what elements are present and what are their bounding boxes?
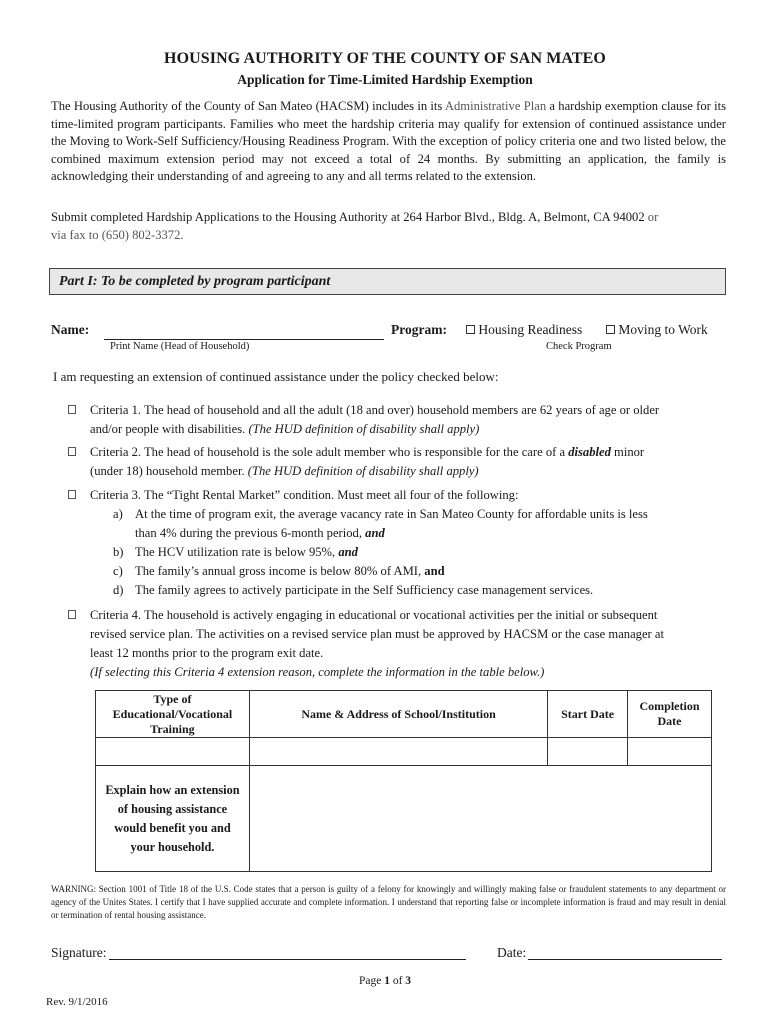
criteria-2: Criteria 2. The head of household is the sole adult member who is responsible for the care of a disabled minor (under 18) household member. (The HUD definition of disability shall apply) <box>0 443 770 483</box>
start-date-cell[interactable] <box>548 738 628 766</box>
training-table <box>95 690 712 872</box>
col-header-training-type: Type of Educational/Vocational Training <box>96 691 250 738</box>
criteria-3-checkbox[interactable] <box>68 490 76 499</box>
revision-date: Rev. 9/1/2016 <box>46 996 108 1008</box>
name-input-line[interactable] <box>104 323 384 340</box>
warning-text: WARNING: Section 1001 of Title 18 of the U.S. Code states that a person is guilty of a felony for knowingly and willingly making false or fraudulent statements to any department or agency of the Unites States. I certify that I have supplied accurate and complete information. I understand that reporting false or incomplete information is fraud and may result in denial or termination of rental housing assistance. <box>51 884 726 920</box>
submission-instructions: Submit completed Hardship Applications to the Housing Authority at 264 Harbor Blvd., Bldg. A, Belmont, CA 94002 or via fax to (650) 802-3372. <box>51 210 659 242</box>
col-header-completion-date: Completion Date <box>628 691 712 738</box>
criteria-4: Criteria 4. The household is actively engaging in educational or vocational activities per the initial or subsequent revised service plan. The activities on a revised service plan must be approved by HACSM or the case manager at least 12 months prior to the program exit date. (If selecting this Criteria 4 extension reason, complete the information in the table below.) <box>0 606 770 686</box>
explanation-label: Explain how an extension of housing assistance would benefit you and your household. <box>96 766 250 872</box>
signature-line[interactable] <box>109 945 466 960</box>
housing-readiness-checkbox[interactable] <box>466 325 475 334</box>
date-label: Date: <box>497 945 527 960</box>
criteria-3-item-b: b) The HCV utilization rate is below 95%, and <box>113 545 358 559</box>
moving-to-work-checkbox[interactable] <box>606 325 615 334</box>
table-row <box>96 738 712 766</box>
page-number: Page 1 of 3 <box>358 975 412 987</box>
name-label: Name: <box>51 322 90 337</box>
explanation-row <box>96 766 712 872</box>
request-statement: I am requesting an extension of continued assistance under the policy checked below: <box>53 369 499 384</box>
program-option-moving-to-work[interactable]: Moving to Work <box>606 322 708 338</box>
date-line[interactable] <box>528 945 722 960</box>
criteria-4-note: (If selecting this Criteria 4 extension reason, complete the information in the table below.) <box>90 665 545 679</box>
administrative-plan-link[interactable]: Administrative Plan <box>444 99 547 113</box>
criteria-3: Criteria 3. The “Tight Rental Market” condition. Must meet all four of the following: <box>0 486 770 506</box>
school-cell[interactable] <box>249 738 547 766</box>
page-title: HOUSING AUTHORITY OF THE COUNTY OF SAN MATEO <box>164 50 606 67</box>
criteria-1-checkbox[interactable] <box>68 405 76 414</box>
program-label: Program: <box>391 322 447 337</box>
criteria-3-item-c: c) The family’s annual gross income is below 80% of AMI, and <box>113 564 445 578</box>
criteria-1: Criteria 1. The head of household and all the adult (18 and over) household members are 62 years of age or older and/or people with disabilities. (The HUD definition of disability shall apply) <box>0 401 770 441</box>
criteria-3-item-d: d) The family agrees to actively participate in the Self Sufficiency case management services. <box>113 583 594 597</box>
criteria-3-item-a: a) At the time of program exit, the average vacancy rate in San Mateo County for affordable units is less than 4% during the previous 6-month period, and <box>113 507 648 540</box>
name-caption: Print Name (Head of Household) <box>110 341 250 352</box>
part1-heading: Part I: To be completed by program participant <box>49 268 726 295</box>
criteria-4-checkbox[interactable] <box>68 610 76 619</box>
explanation-input[interactable] <box>249 766 711 872</box>
col-header-start-date: Start Date <box>548 691 628 738</box>
program-caption: Check Program <box>546 341 612 352</box>
intro-paragraph: The Housing Authority of the County of San Mateo (HACSM) includes in its Administrative Plan a hardship exemption clause for its time-limited program participants. Families who meet the hardship criteria may qualify for extension of continued assistance under the Moving to Work-Self Sufficiency/Housing Readiness Program. With the exception of policy criteria one and two listed below, the combined maximum extension period may not exceed a total of 24 months. By submitting an application, the family is acknowledging their understanding of and agreeing to any and all terms related to the extension. <box>51 99 726 184</box>
form-subtitle: Application for Time-Limited Hardship Exemption <box>237 72 533 87</box>
completion-date-cell[interactable] <box>628 738 712 766</box>
criteria-2-checkbox[interactable] <box>68 447 76 456</box>
col-header-school: Name & Address of School/Institution <box>249 691 547 738</box>
table-header-row <box>96 691 712 738</box>
training-type-cell[interactable] <box>96 738 250 766</box>
signature-label: Signature: <box>51 945 107 960</box>
program-option-housing-readiness[interactable]: Housing Readiness <box>466 322 582 338</box>
